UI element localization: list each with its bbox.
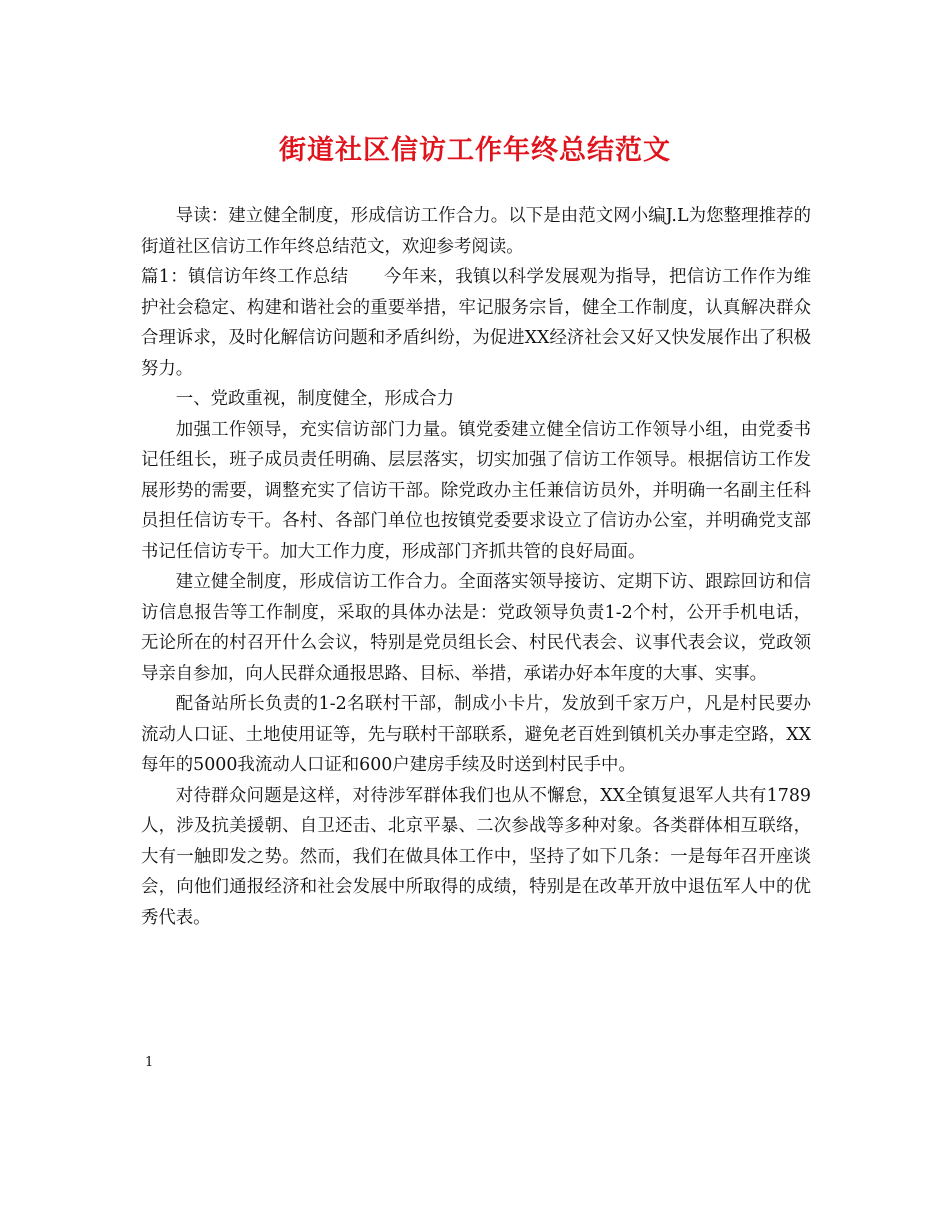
paragraph: 一、党政重视，制度健全，形成合力 [175,389,455,409]
paragraph: 对待群众问题是这样，对待涉军群体我们也从不懈怠，XX全镇复退军人共有1789人，涉及抗美援朝、自卫还击、北京平暴、二次参战等多种对象。各类群体相互联络，大有一触即发之势。然而，我们在做具体工作中，坚持了如下几条：一是每年召开座谈会，向他们通报经济和社会发展中所取得的成绩，特别是在改革开放中退伍军人中的优秀代表。 [141,785,811,928]
paragraph: 篇1：镇信访年终工作总结 今年来，我镇以科学发展观为指导，把信访工作作为维护社会稳定、构建和谐社会的重要举措，牢记服务宗旨，健全工作制度，认真解决群众合理诉求，及时化解信访问题和矛盾纠纷，为促进XX经济社会又好又快发展作出了积极努力。 [141,267,811,379]
paragraph: 加强工作领导，充实信访部门力量。镇党委建立健全信访工作领导小组，由党委书记任组长，班子成员责任明确、层层落实，切实加强了信访工作领导。根据信访工作发展形势的需要，调整充实了信访干部。除党政办主任兼信访员外，并明确一名副主任科员担任信访专干。各村、各部门单位也按镇党委要求设立了信访办公室，并明确党支部书记任信访专干。加大工作力度，形成部门齐抓共管的良好局面。 [141,419,811,562]
page-number: 1 [145,1055,154,1070]
paragraph: 建立健全制度，形成信访工作合力。全面落实领导接访、定期下访、跟踪回访和信访信息报告等工作制度，采取的具体办法是：党政领导负责1-2个村，公开手机电话，无论所在的村召开什么会议，特别是党员组长会、村民代表会、议事代表会议，党政领导亲自参加，向人民群众通报思路、目标、举措，承诺办好本年度的大事、实事。 [141,572,811,684]
paragraph: 配备站所长负责的1-2名联村干部，制成小卡片，发放到千家万户，凡是村民要办流动人口证、土地使用证等，先与联村干部联系，避免老百姓到镇机关办事走空路，XX每年的5000我流动人口证和600户建房手续及时送到村民手中。 [141,694,811,775]
document-title: 街道社区信访工作年终总结范文 [279,135,671,166]
document-body [141,201,811,933]
paragraph: 导读：建立健全制度，形成信访工作合力。以下是由范文网小编J.L为您整理推荐的街道社区信访工作年终总结范文，欢迎参考阅读。 [141,206,811,257]
